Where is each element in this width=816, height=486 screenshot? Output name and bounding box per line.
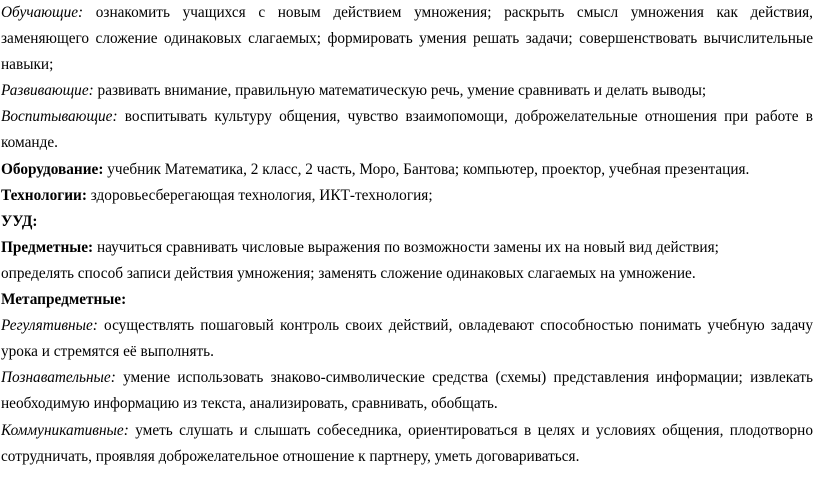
educational-goals-label: Обучающие:: [1, 4, 84, 21]
communicative-line-1: [1, 418, 813, 444]
lesson-plan-document: [1, 0, 813, 470]
regulatory-line-1: [1, 313, 813, 339]
subject-results-line-1: [1, 235, 813, 261]
cognitive-text-2: необходимую информацию из текста, анализировать, сравнивать, обобщать.: [1, 395, 498, 413]
educational-goals-line-3: [1, 52, 813, 78]
metasubject-heading: Метапредметные:: [1, 291, 127, 309]
educational-goals-text-1: ознакомить учащихся с новым действием умножения; раскрыть смысл умножения как действия,: [95, 4, 813, 21]
equipment-line: [1, 157, 813, 183]
communicative-line-2: [1, 444, 813, 470]
educational-goals-line-1: [1, 0, 813, 26]
communicative-text-2: сотрудничать, проявляя доброжелательное отношение к партнеру, уметь договариваться.: [1, 447, 580, 465]
equipment-text: учебник Математика, 2 класс, 2 часть, Моро, Бантова; компьютер, проектор, учебная презентация.: [107, 160, 750, 178]
educational-goals-line-2: [1, 26, 813, 52]
technologies-label: Технологии:: [1, 186, 87, 204]
subject-results-text-1: научиться сравнивать числовые выражения по возможности замены их на новый вид действия;: [96, 238, 719, 256]
subject-results-label: Предметные:: [1, 238, 94, 256]
regulatory-label: Регулятивные:: [1, 317, 98, 335]
communicative-label: Коммуникативные:: [1, 421, 129, 439]
communicative-text-1: уметь слушать и слышать собеседника, ориентироваться в целях и условиях общения, плодотворно: [135, 421, 813, 439]
upbringing-goals-text-1: воспитывать культуру общения, чувство взаимопомощи, доброжелательные отношения при работе в: [124, 108, 813, 126]
regulatory-text-1: осуществлять пошаговый контроль своих действий, овладевают способностью понимать учебную задачу: [104, 317, 813, 335]
upbringing-goals-label: Воспитывающие:: [1, 108, 118, 126]
upbringing-goals-line-1: [1, 104, 813, 130]
upbringing-goals-text-2: команде.: [1, 134, 58, 152]
cognitive-label: Познавательные:: [1, 369, 116, 387]
developmental-goals-text: развивать внимание, правильную математическую речь, умение сравнивать и делать выводы;: [97, 82, 707, 100]
cognitive-text-1: умение использовать знаково-символические средства (схемы) представления информации; извлекать: [123, 369, 813, 387]
uud-heading-line: [1, 209, 813, 235]
subject-results-text-2: определять способ записи действия умножения; заменять сложение одинаковых слагаемых на умножение.: [1, 264, 696, 282]
cognitive-line-2: [1, 391, 813, 417]
subject-results-line-2: [1, 261, 813, 287]
technologies-line: [1, 183, 813, 209]
educational-goals-text-2: заменяющего сложение одинаковых слагаемых; формировать умения решать задачи; совершенствовать вычислительные: [1, 30, 813, 48]
developmental-goals-line: [1, 78, 813, 104]
metasubject-heading-line: [1, 287, 813, 313]
developmental-goals-label: Развивающие:: [1, 82, 94, 100]
regulatory-line-2: [1, 339, 813, 365]
uud-heading: УУД:: [1, 212, 38, 230]
equipment-label: Оборудование:: [1, 160, 104, 178]
upbringing-goals-line-2: [1, 130, 813, 156]
educational-goals-text-3: навыки;: [1, 56, 54, 74]
technologies-text: здоровьесберегающая технология, ИКТ-технология;: [90, 186, 433, 204]
cognitive-line-1: [1, 365, 813, 391]
regulatory-text-2: урока и стремятся её выполнять.: [1, 343, 214, 361]
